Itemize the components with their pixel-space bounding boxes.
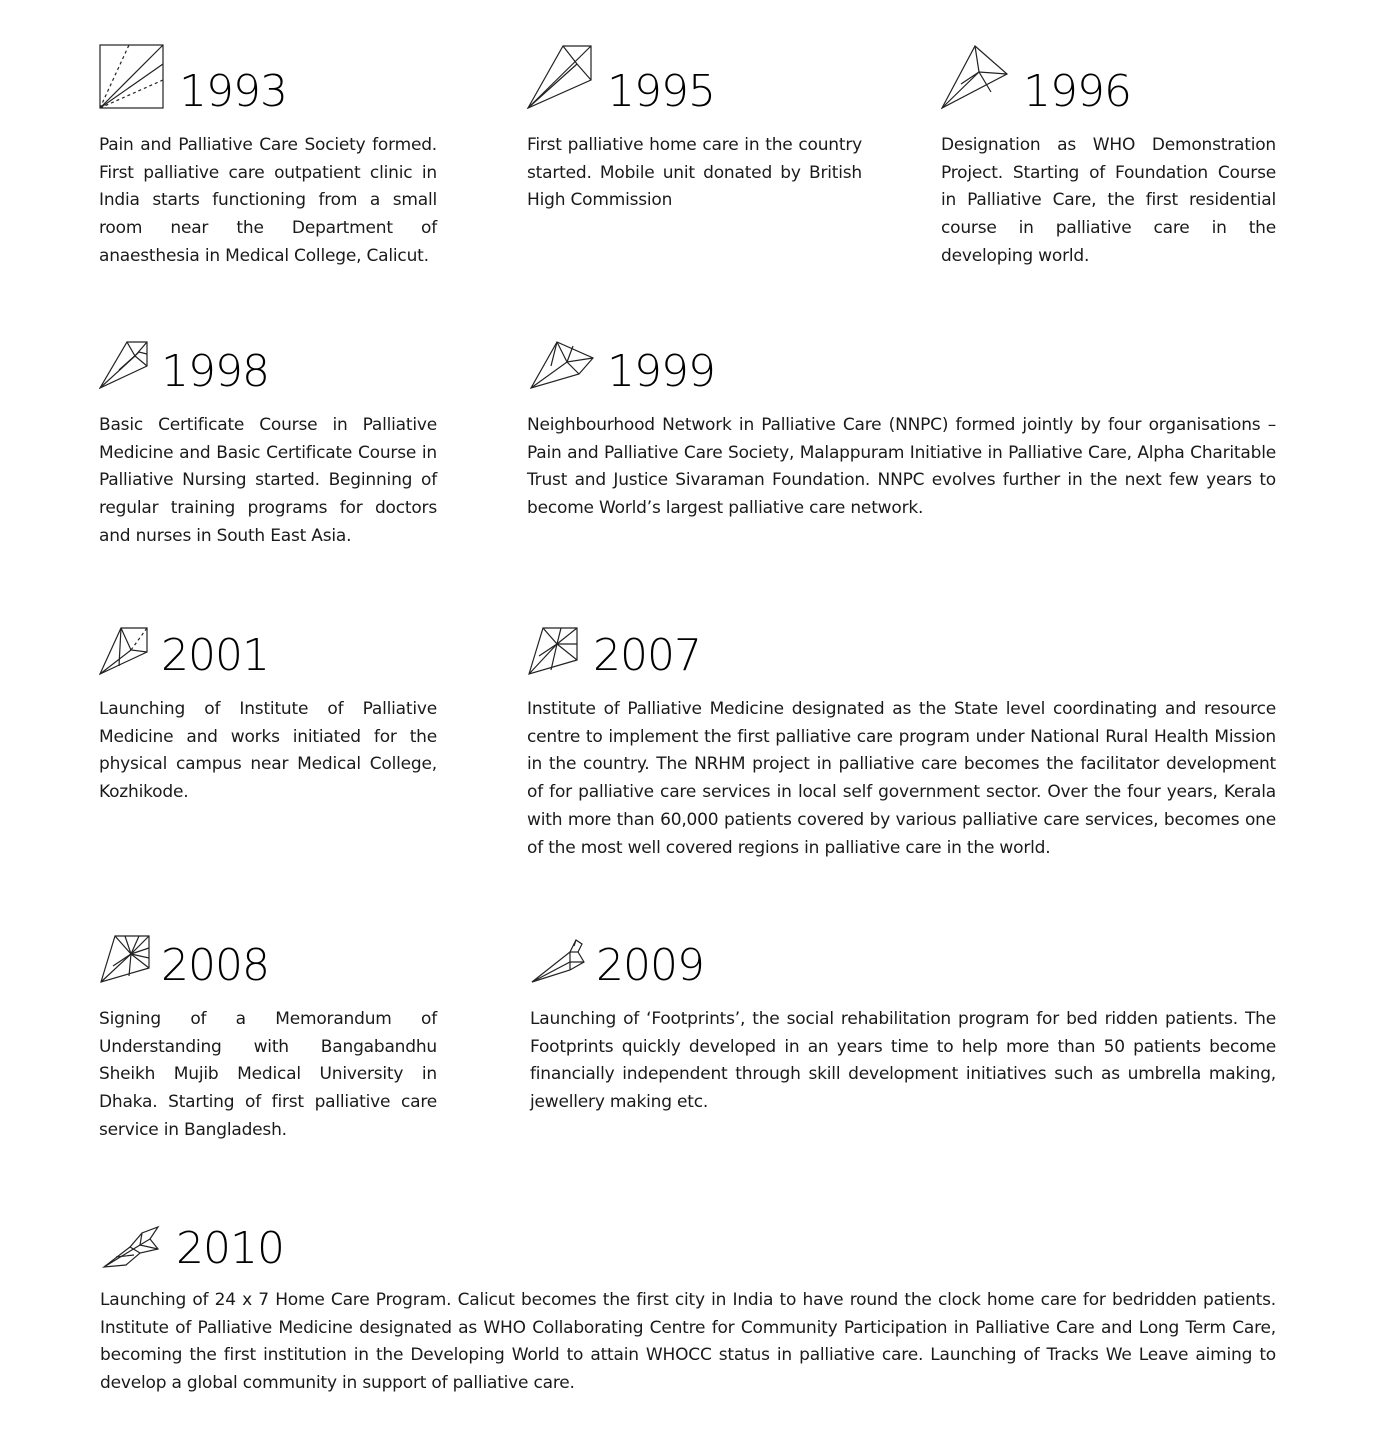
timeline-entry-1996 <box>941 44 1276 271</box>
origami-square-icon <box>99 44 165 110</box>
entry-heading <box>99 324 437 397</box>
entry-heading <box>527 44 862 117</box>
entry-year: 2008 <box>161 940 269 991</box>
entry-text: Basic Certificate Course in Palliative Medicine and Basic Certificate Course in Palliative Nursing started. Beginning of regular training programs for doctors and nurses in South East Asia. <box>99 415 437 546</box>
entry-year: 1996 <box>1023 66 1131 117</box>
entry-year: 1993 <box>179 66 287 117</box>
entry-heading <box>99 608 437 681</box>
entry-text: Signing of a Memorandum of Understanding with Bangabandhu Sheikh Mujib Medical University in Dhaka. Starting of first palliative care service in Bangladesh. <box>99 1009 437 1140</box>
entry-text: Institute of Palliative Medicine designated as the State level coordinating and resource centre to implement the first palliative care program under National Rural Health Mission in the country. The NRHM project in palliative care becomes the facilitator development of for palliative care services in local self government sector. Over the four years, Kerala with more than 60,000 patients covered by various palliative care services, becomes one of the most well covered regions in palliative care in the world. <box>527 699 1276 858</box>
timeline-entry-1999 <box>527 324 1276 523</box>
entry-year: 2007 <box>593 630 701 681</box>
entry-heading <box>100 1201 1276 1274</box>
entry-text: Launching of 24 x 7 Home Care Program. Calicut becomes the first city in India to have round the clock home care for bedridden patients. Institute of Palliative Medicine designated as WHO Collaborating Centre for Community Participation in Palliative Care and Long Term Care, becoming the first institution in the Developing World to attain WHOCC status in palliative care. Launching of Tracks We Leave aiming to develop a global community in support of palliative care. <box>100 1290 1276 1394</box>
timeline-entry-1998 <box>99 324 437 551</box>
origami-fan-icon <box>99 934 151 984</box>
entry-heading <box>941 44 1276 117</box>
entry-heading <box>530 918 1276 991</box>
entry-heading <box>527 608 1276 681</box>
timeline-entry-2008 <box>99 918 437 1145</box>
entry-year: 1995 <box>607 66 715 117</box>
timeline-entry-1995 <box>527 44 862 215</box>
origami-fan-icon <box>527 626 579 676</box>
entry-year: 1998 <box>161 346 269 397</box>
entry-text: Launching of ‘Footprints’, the social rehabilitation program for bed ridden patients. The Footprints quickly developed in an years time to help more than 50 patients become financially independent through skill development initiatives such as umbrella making, jewellery making etc. <box>530 1009 1276 1113</box>
origami-fold-icon <box>527 44 593 110</box>
timeline-entry-2001 <box>99 608 437 807</box>
entry-text: Launching of Institute of Palliative Medicine and works initiated for the physical campus near Medical College, Kozhikode. <box>99 699 437 803</box>
origami-kite-icon <box>99 340 149 390</box>
timeline-entry-1993 <box>99 44 437 271</box>
entry-text: First palliative home care in the country started. Mobile unit donated by British High Commission <box>527 135 862 211</box>
origami-kite-icon <box>941 44 1009 110</box>
entry-year: 2001 <box>161 630 269 681</box>
origami-crane-icon <box>100 1225 162 1269</box>
entry-heading <box>99 918 437 991</box>
origami-bird-icon <box>530 938 588 984</box>
entry-year: 2010 <box>176 1223 284 1274</box>
origami-kite-icon <box>527 340 595 390</box>
entry-text: Neighbourhood Network in Palliative Care (NNPC) formed jointly by four organisations – Pain and Palliative Care Society, Malappuram Initiative in Palliative Care, Alpha Charitable Trust and Justice Sivaraman Foundation. NNPC evolves further in the next few years to become World’s largest palliative care network. <box>527 415 1276 519</box>
entry-heading <box>99 44 437 117</box>
origami-fold-icon <box>99 626 149 676</box>
timeline-entry-2007 <box>527 608 1276 862</box>
entry-year: 1999 <box>607 346 715 397</box>
entry-heading <box>527 324 1276 397</box>
entry-text: Pain and Palliative Care Society formed. First palliative care outpatient clinic in India starts functioning from a small room near the Department of anaesthesia in Medical College, Calicut. <box>99 135 437 266</box>
entry-year: 2009 <box>596 940 704 991</box>
entry-text: Designation as WHO Demonstration Project. Starting of Foundation Course in Palliative Care, the first residential course in palliative care in the developing world. <box>941 135 1276 266</box>
timeline-entry-2009 <box>530 918 1276 1117</box>
timeline-entry-2010 <box>100 1201 1276 1398</box>
